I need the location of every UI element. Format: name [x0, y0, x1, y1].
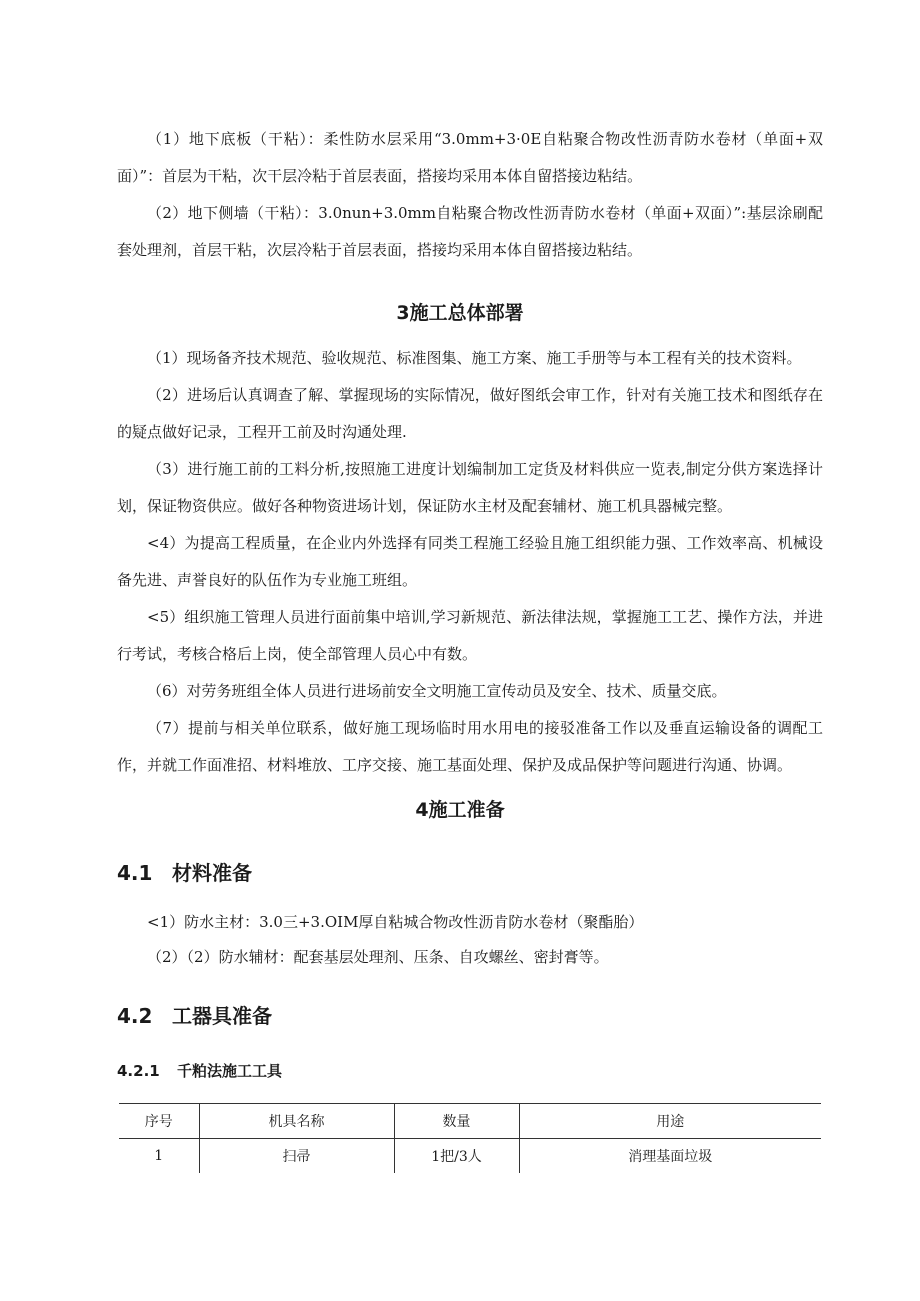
- list-item: （1）现场备齐技术规范、验收规范、标准图集、施工方案、施工手册等与本工程有关的技术资料。: [147, 349, 802, 367]
- list-item: <5）组织施工管理人员进行面前集中培训,学习新规范、新法律法规，掌握施工工艺、操作方法，并进行考试，考核合格后上岗，使全部管理人员心中有数。: [117, 608, 823, 663]
- list-item: （6）对劳务班组全体人员进行进场前安全文明施工宣传动员及安全、技术、质量交底。: [147, 682, 727, 700]
- header-index: 序号: [144, 1114, 173, 1130]
- section-number: 4.1: [117, 861, 153, 885]
- section-title: 工器具准备: [172, 1004, 272, 1028]
- table-header-row: [119, 1104, 821, 1139]
- section-4-1-heading: [117, 857, 252, 886]
- section-4-title: 4施工准备: [415, 799, 505, 821]
- material-item: （2）（2）防水辅材：配套基层处理剂、压条、自攻螺丝、密封膏等。: [147, 948, 609, 966]
- table-cell: 消理基面垃圾: [519, 1139, 821, 1174]
- table-row: [119, 1139, 821, 1174]
- paragraph-underground-floor: （1）地下底板（干粘）：柔性防水层采用“3.0mm+3·0E自粘聚合物改性沥青防水卷材（单面+双面）”：首层为干粘，次干层冷粘于首层表面，搭接均采用本体自留搭接边粘结。: [117, 130, 823, 185]
- section-3-title: 3施工总体部署: [396, 302, 524, 324]
- list-item: （3）进行施工前的工料分析,按照施工进度计划编制加工定货及材料供应一览表,制定分供方案选择计划，保证物资供应。做好各种物资进场计划，保证防水主材及配套辅材、施工机具器械完整。: [117, 460, 823, 515]
- table-cell: 扫帚: [199, 1139, 394, 1174]
- section-4-2-1-heading: [117, 1060, 282, 1081]
- header-quantity: 数量: [394, 1104, 519, 1139]
- tools-table: [119, 1103, 821, 1173]
- section-title: 材料准备: [172, 861, 252, 885]
- list-item: （7）提前与相关单位联系，做好施工现场临时用水用电的接驳准备工作以及垂直运输设备的调配工作，并就工作面准招、材料堆放、工序交接、施工基面处理、保护及成品保护等问题进行沟通、协调。: [117, 719, 823, 774]
- header-usage: 用途: [519, 1104, 821, 1139]
- table-cell: 1: [154, 1148, 164, 1164]
- section-4-2-heading: [117, 1000, 272, 1029]
- material-item: <1）防水主材：3.0三+3.OIM厚自粘城合物改性沥肯防水卷材（聚酯胎）: [147, 913, 644, 931]
- section-title: 千粕法施工工具: [177, 1062, 283, 1080]
- list-item: （2）进场后认真调查了解、掌握现场的实际情况，做好图纸会审工作，针对有关施工技术和图纸存在的疑点做好记录，工程开工前及时沟通处理.: [117, 386, 823, 441]
- table-cell: 1把/3人: [394, 1139, 519, 1174]
- header-tool-name: 机具名称: [199, 1104, 394, 1139]
- section-number: 4.2.1: [117, 1062, 160, 1080]
- section-number: 4.2: [117, 1004, 153, 1028]
- paragraph-underground-wall: （2）地下侧墙（干粘）：3.0nun+3.0mm自粘聚合物改性沥青防水卷材（单面+双面）”:基层涂刷配套处理剂，首层干粘，次层冷粘于首层表面，搭接均采用本体自留搭接边粘结。: [117, 204, 823, 259]
- list-item: <4）为提高工程质量，在企业内外选择有同类工程施工经验且施工组织能力强、工作效率高、机械设备先进、声誉良好的队伍作为专业施工班组。: [117, 534, 823, 589]
